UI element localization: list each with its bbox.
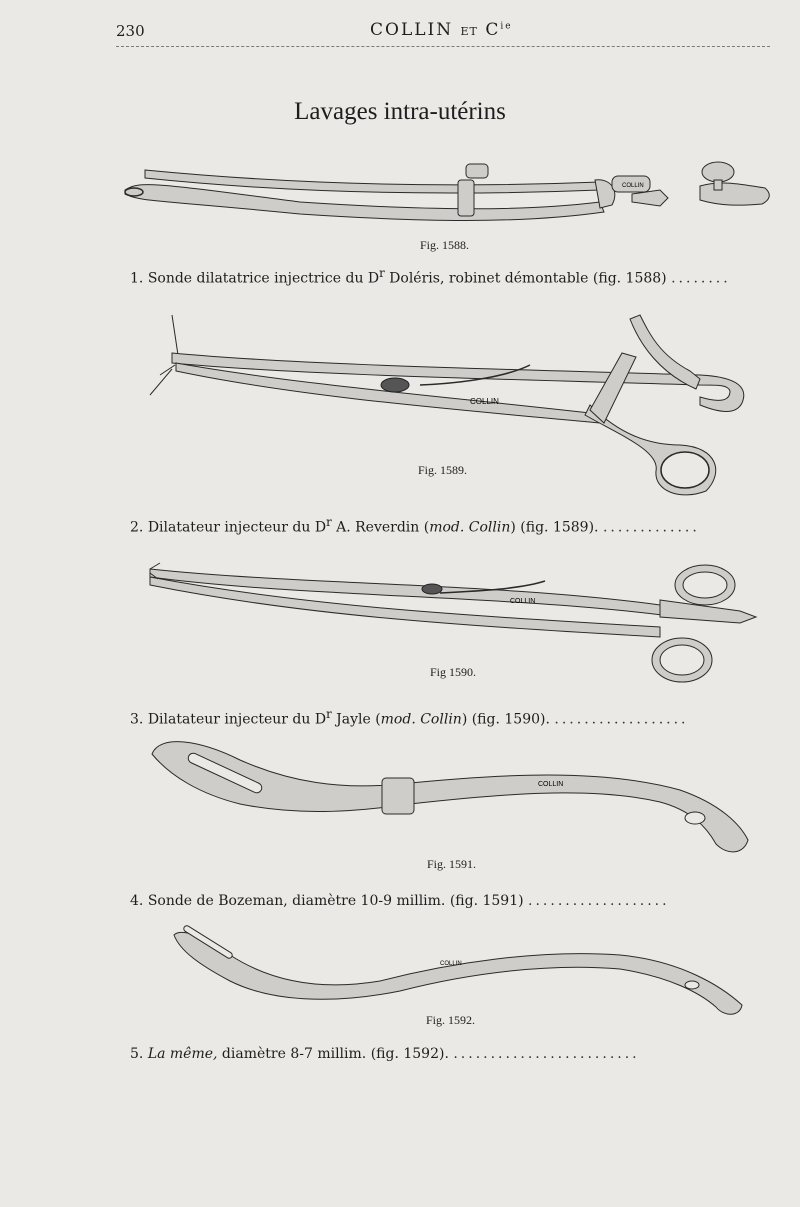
item-4-leader-dots: ...................: [528, 893, 670, 909]
item-1-leader-dots: ........: [671, 270, 731, 287]
figure-1589-illustration: [0, 305, 800, 500]
item-2-leader-dots: .............: [602, 519, 700, 536]
item-1-text-b: Doléris, robinet démontable (fig. 1588): [384, 270, 667, 287]
item-1-text-a: Sonde dilatatrice injectrice du D: [147, 270, 380, 287]
item-1-sup: r: [379, 266, 385, 280]
item-4-text-a: Sonde de Bozeman, diamètre 10-9 millim. (fig. 1591): [147, 893, 524, 909]
fig-1590-caption: Fig 1590.: [430, 665, 477, 679]
fig-1588-caption: Fig. 1588.: [420, 238, 470, 252]
catalog-item-2: [130, 515, 745, 536]
item-5-italic: La même,: [147, 1046, 218, 1062]
catalog-item-5: [130, 1046, 745, 1062]
item-1-number: 1.: [130, 270, 144, 287]
fig-1592-engraving: COLLIN: [440, 961, 462, 967]
section-title: Lavages intra-utérins: [294, 98, 506, 125]
page-number: 230: [116, 22, 145, 40]
figure-1590-illustration: [0, 555, 800, 690]
item-5-number: 5.: [130, 1046, 144, 1062]
item-3-leader-dots: ..................: [554, 711, 689, 728]
publisher-co-sup: ie: [500, 21, 513, 32]
catalog-item-4: [130, 893, 745, 909]
publisher-co: C: [485, 20, 501, 40]
catalog-item-3: [130, 707, 745, 728]
item-5-leader-dots: .........................: [453, 1046, 640, 1062]
fig-1590-engraving: COLLIN: [510, 598, 536, 605]
item-3-sup: r: [326, 707, 332, 721]
fig-1588-engraving: COLLIN: [622, 183, 644, 189]
item-2-text-a: Dilatateur injecteur du D: [147, 519, 327, 536]
figure-1592-illustration: [0, 925, 800, 1020]
item-3-text-b: Jayle (: [331, 711, 381, 728]
publisher-name: COLLIN: [370, 20, 454, 40]
item-4-number: 4.: [130, 893, 144, 909]
running-header: [370, 20, 513, 40]
fig-1591-caption: Fig. 1591.: [427, 857, 477, 871]
item-2-number: 2.: [130, 519, 144, 536]
item-3-text-c: ) (fig. 1590).: [461, 711, 550, 728]
figure-1591-illustration: [0, 730, 800, 860]
fig-1589-caption: Fig. 1589.: [418, 463, 468, 477]
fig-1591-engraving: COLLIN: [538, 781, 564, 788]
item-3-text-a: Dilatateur injecteur du D: [147, 711, 327, 728]
fig-1589-engraving: COLLIN: [470, 397, 499, 406]
header-rule: [116, 46, 770, 47]
figure-1588-illustration: [0, 150, 800, 230]
catalog-item-1: [130, 266, 745, 287]
publisher-et: ET: [460, 25, 478, 38]
item-3-number: 3.: [130, 711, 144, 728]
item-5-text-a: diamètre 8-7 millim. (fig. 1592).: [217, 1046, 449, 1062]
item-3-italic: mod. Collin: [380, 711, 462, 728]
item-2-italic: mod. Collin: [429, 519, 511, 536]
item-2-text-b: A. Reverdin (: [331, 519, 430, 536]
item-2-sup: r: [326, 515, 332, 529]
item-2-text-c: ) (fig. 1589).: [510, 519, 599, 536]
fig-1592-caption: Fig. 1592.: [426, 1013, 476, 1027]
